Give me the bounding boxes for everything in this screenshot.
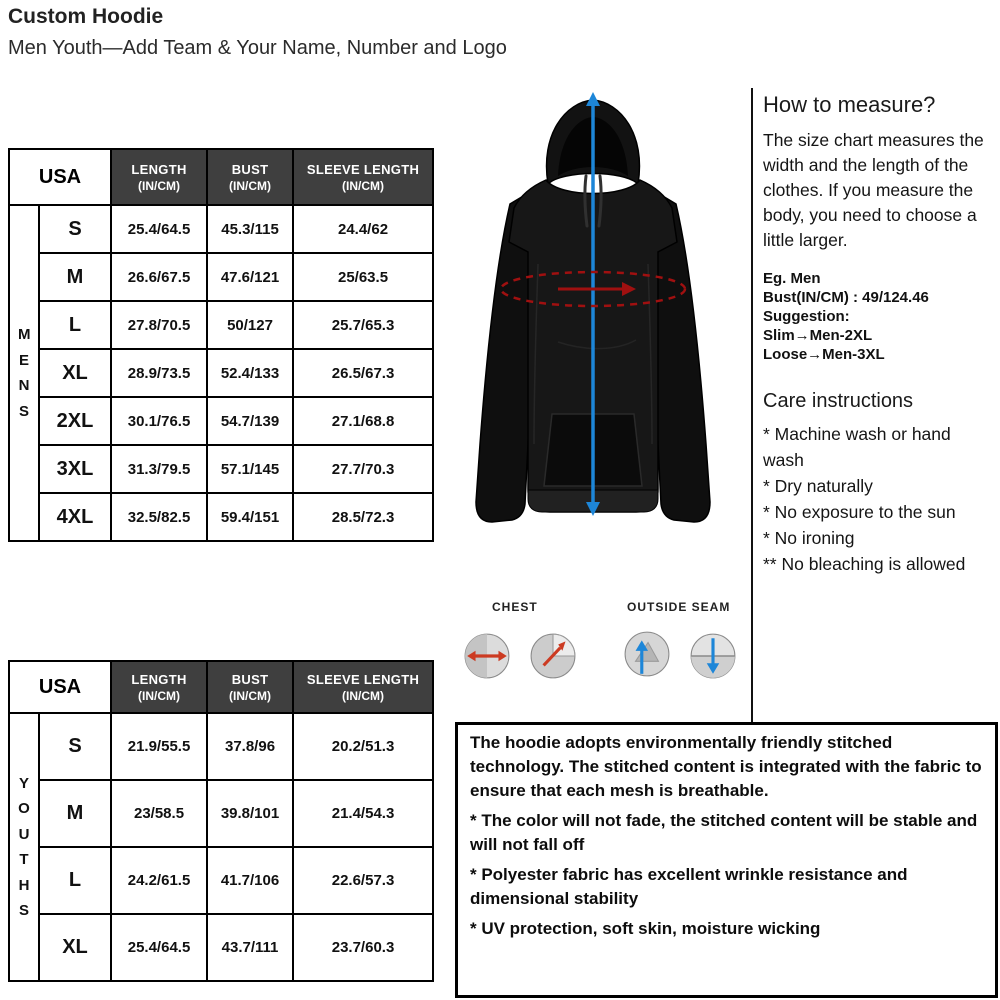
size-cell: XL xyxy=(39,349,111,397)
table-row xyxy=(9,253,433,301)
bust-cell: 41.7/106 xyxy=(207,847,293,914)
how-to-measure-title: How to measure? xyxy=(763,92,936,117)
bust-cell: 59.4/151 xyxy=(207,493,293,541)
length-cell: 25.4/64.5 xyxy=(111,914,207,981)
sleeve-cell: 21.4/54.3 xyxy=(293,780,433,847)
size-cell: S xyxy=(39,713,111,780)
table-row xyxy=(9,349,433,397)
bust-cell: 52.4/133 xyxy=(207,349,293,397)
chest-label: CHEST xyxy=(492,600,538,614)
col-header-bust: BUST (IN/CM) xyxy=(207,661,293,713)
length-cell: 24.2/61.5 xyxy=(111,847,207,914)
seam-fold-measure-icon xyxy=(623,630,671,678)
length-cell: 32.5/82.5 xyxy=(111,493,207,541)
length-cell: 28.9/73.5 xyxy=(111,349,207,397)
size-cell: S xyxy=(39,205,111,253)
bust-cell: 57.1/145 xyxy=(207,445,293,493)
suggestion-line: Eg. Men xyxy=(763,270,821,287)
sleeve-cell: 27.1/68.8 xyxy=(293,397,433,445)
length-cell: 26.6/67.5 xyxy=(111,253,207,301)
product-notes-intro: The hoodie adopts environmentally friendly stitched technology. The stitched content is integrated with the fabric to ensure that each mesh is breathable. xyxy=(470,733,982,800)
mens-side-label: MENS xyxy=(9,205,39,541)
care-item: * No ironing xyxy=(763,528,855,548)
youths-side-label: YOUTHS xyxy=(9,713,39,981)
product-note: * The color will not fade, the stitched content will be stable and will not fall off xyxy=(470,811,978,854)
length-cell: 31.3/79.5 xyxy=(111,445,207,493)
size-cell: 2XL xyxy=(39,397,111,445)
chest-around-measure-icon xyxy=(529,632,577,680)
product-notes-box xyxy=(455,722,998,998)
col-header-sleeve: SLEEVE LENGTH (IN/CM) xyxy=(293,149,433,205)
bust-cell: 37.8/96 xyxy=(207,713,293,780)
care-item: * No exposure to the sun xyxy=(763,502,956,522)
size-cell: L xyxy=(39,847,111,914)
sleeve-cell: 28.5/72.3 xyxy=(293,493,433,541)
chest-width-measure-icon xyxy=(463,632,511,680)
outside-seam-label: OUTSIDE SEAM xyxy=(627,600,731,614)
suggestion-line: Suggestion: xyxy=(763,308,850,325)
suggestion-line: Slim→Men-2XL xyxy=(763,327,873,344)
sleeve-cell: 24.4/62 xyxy=(293,205,433,253)
col-header-usa: USA xyxy=(9,661,111,713)
page-title: Custom Hoodie xyxy=(8,5,164,28)
bust-cell: 45.3/115 xyxy=(207,205,293,253)
table-row xyxy=(9,205,433,253)
size-cell: M xyxy=(39,253,111,301)
product-note: * Polyester fabric has excellent wrinkle resistance and dimensional stability xyxy=(470,865,908,908)
length-cell: 21.9/55.5 xyxy=(111,713,207,780)
table-row xyxy=(9,397,433,445)
bust-cell: 47.6/121 xyxy=(207,253,293,301)
size-cell: 4XL xyxy=(39,493,111,541)
size-cell: XL xyxy=(39,914,111,981)
table-row xyxy=(9,713,433,780)
size-cell: M xyxy=(39,780,111,847)
size-cell: L xyxy=(39,301,111,349)
hoodie-product-image xyxy=(438,84,748,594)
col-header-sleeve: SLEEVE LENGTH (IN/CM) xyxy=(293,661,433,713)
hoodie-illustration xyxy=(438,84,748,594)
care-instructions-title: Care instructions xyxy=(763,390,914,412)
col-header-length: LENGTH (IN/CM) xyxy=(111,149,207,205)
length-cell: 27.8/70.5 xyxy=(111,301,207,349)
how-to-measure-text: The size chart measures the width and the length of the clothes. If you measure the body, you need to choose a little larger. xyxy=(763,130,984,250)
page-subtitle: Men Youth—Add Team & Your Name, Number and Logo xyxy=(8,37,507,59)
mens-size-table xyxy=(8,148,434,542)
table-header-row xyxy=(9,661,433,713)
table-row xyxy=(9,847,433,914)
bust-cell: 50/127 xyxy=(207,301,293,349)
table-row xyxy=(9,445,433,493)
table-row xyxy=(9,914,433,981)
youths-size-table xyxy=(8,660,434,982)
col-header-bust: BUST (IN/CM) xyxy=(207,149,293,205)
table-header-row xyxy=(9,149,433,205)
size-suggestion-block xyxy=(763,269,993,364)
sleeve-cell: 23.7/60.3 xyxy=(293,914,433,981)
care-instructions-list xyxy=(763,421,993,577)
length-cell: 30.1/76.5 xyxy=(111,397,207,445)
length-cell: 25.4/64.5 xyxy=(111,205,207,253)
table-row xyxy=(9,780,433,847)
sleeve-cell: 25.7/65.3 xyxy=(293,301,433,349)
bust-cell: 39.8/101 xyxy=(207,780,293,847)
bust-cell: 43.7/111 xyxy=(207,914,293,981)
care-item: * Machine wash or hand wash xyxy=(763,424,951,470)
suggestion-line: Loose→Men-3XL xyxy=(763,346,885,363)
table-row xyxy=(9,301,433,349)
sleeve-cell: 27.7/70.3 xyxy=(293,445,433,493)
seam-length-measure-icon xyxy=(689,632,737,680)
how-to-measure-panel xyxy=(763,92,993,577)
care-item: * Dry naturally xyxy=(763,476,873,496)
col-header-usa: USA xyxy=(9,149,111,205)
vertical-divider xyxy=(751,88,753,722)
length-cell: 23/58.5 xyxy=(111,780,207,847)
product-note: * UV protection, soft skin, moisture wicking xyxy=(470,919,821,938)
sleeve-cell: 25/63.5 xyxy=(293,253,433,301)
care-item: ** No bleaching is allowed xyxy=(763,554,966,574)
size-cell: 3XL xyxy=(39,445,111,493)
sleeve-cell: 20.2/51.3 xyxy=(293,713,433,780)
table-row xyxy=(9,493,433,541)
col-header-length: LENGTH (IN/CM) xyxy=(111,661,207,713)
sleeve-cell: 22.6/57.3 xyxy=(293,847,433,914)
sleeve-cell: 26.5/67.3 xyxy=(293,349,433,397)
bust-cell: 54.7/139 xyxy=(207,397,293,445)
suggestion-line: Bust(IN/CM) : 49/124.46 xyxy=(763,289,929,306)
